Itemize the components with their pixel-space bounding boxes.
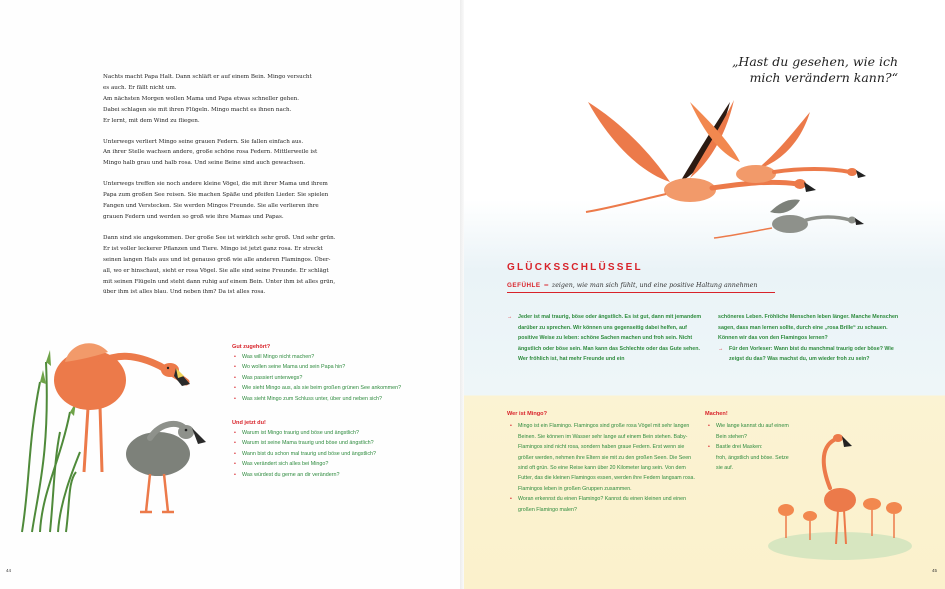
make-continuation: froh, ängstlich und böse. Setze sie auf.	[716, 454, 789, 472]
list-item: • Warum ist Mingo traurig und böse und ängstlich?	[232, 428, 442, 438]
you-questions	[232, 420, 442, 486]
list-item: • Bastle drei Masken:	[705, 442, 790, 452]
list-item: • Was verändert sich alles bei Mingo?	[232, 459, 442, 469]
key-separator: =	[543, 282, 549, 289]
flying-flamingo-2	[690, 102, 866, 183]
story-paragraph: Unterwegs verliert Mingo seine grauen Federn. Sie fallen einfach aus. An ihrer Stelle wachsen andere, große schöne rosa Federn. Mittlerweile ist Mingo halb grau und halb rosa. Und seine Beine sind auch gewachsen.	[103, 138, 318, 167]
list-item: • Wie sieht Mingo aus, als sie beim großen grünen See ankommen?	[232, 383, 442, 393]
page-number-left: 44	[6, 568, 12, 573]
list-item: • Mingo ist ein Flamingo. Flamingos sind große rosa Vögel mit sehr langen Beinen. Sie können im Wasser sehr lange auf einem Bein stehen. Baby-Flamingos sind nicht rosa, sondern haben graue Federn. Erst wenn sie größer werden, nehmen ihre Eltern sie mit zu den großen Seen. Die Seen sind oft grün. So eine Reise kann über 20 Kilometer lang sein. Von dem Futter, das die kleinen Flamingos essen, werden ihre Federn langsam rosa. Flamingos leben in großen Gruppen zusammen.	[507, 421, 697, 494]
key-reader-text: Für den Vorleser: Wann bist du manchmal traurig oder böse? Wie zeigst du das? Was machst du, um wieder froh zu sein?	[729, 345, 894, 362]
who-section	[507, 409, 697, 515]
key-definition-text: zeigen, wie man sich fühlt, und eine positive Haltung annehmen	[551, 282, 758, 289]
story-paragraph: Nachts macht Papa Halt. Dann schläft er auf einem Bein. Mingo versucht es auch. Er fällt nicht um. Am nächsten Morgen wollen Mama und Papa etwas schneller gehen. Dabei schlagen sie mit ihren Flügeln. Mingo macht es ihnen nach. Er lernt, mit dem Wind zu fliegen.	[103, 74, 312, 124]
heard-title: Gut zugehört?	[232, 344, 271, 350]
key-title: GLÜCKSSCHLÜSSEL	[507, 262, 643, 273]
story-paragraph: Unterwegs treffen sie noch andere kleine Vögel, die mit ihrer Mama und ihrem Papa zum großen See reisen. Sie machen Späße und pfeifen Lieder. Sie spielen Fangen und Verstecken. Sie werden Mingos Freunde. Sie alle verlieren ihre grauen Federn und werden so groß wie ihre Mamas und Papas.	[103, 181, 329, 220]
key-definition	[507, 282, 775, 293]
story-text	[103, 72, 363, 308]
book-gutter	[460, 0, 464, 589]
flamingo-family-illustration	[10, 322, 220, 537]
standing-flamingo	[824, 434, 856, 544]
list-item: • Was würdest du gerne an dir verändern?	[232, 470, 442, 480]
who-title: Wer ist Mingo?	[507, 411, 547, 417]
arrow-icon: →	[507, 314, 513, 320]
key-column-2	[718, 312, 908, 365]
list-item: • Was sieht Mingo zum Schluss unter, über und neben sich?	[232, 394, 442, 404]
make-title: Machen!	[705, 411, 728, 417]
key-text-1: Jeder ist mal traurig, böse oder ängstlich. Es ist gut, dann mit jemandem darüber zu sprechen. Wir können uns gegenseitig dabei helfen, auf positive Weise zu leben: schöne Sachen machen und froh sein. Nicht ängstlich oder böse sein. Man kann das Schlechte oder das Gute sehen. Wer fröhlich ist, hat mehr Freunde und ein	[518, 314, 702, 362]
flying-gray-chick	[714, 200, 864, 239]
list-item: • Was will Mingo nicht machen?	[232, 352, 442, 362]
flamingos-lake-illustration	[760, 428, 920, 568]
arrow-icon: →	[718, 345, 724, 352]
page-number-right: 45	[931, 568, 937, 573]
list-item: • Wie lange kannst du auf einem Bein stehen?	[705, 421, 790, 442]
quote-heading: „Hast du gesehen, wie ich mich verändern kann?“	[731, 54, 898, 85]
list-item: • Was passiert unterwegs?	[232, 373, 442, 383]
key-text-2: schöneres Leben. Fröhliche Menschen leben länger. Manche Menschen sagen, dass man lernen sollte, durch eine „rosa Brille“ zu schauen. Können wir das von den Flamingos lernen?	[718, 314, 899, 341]
list-item: • Woran erkennst du einen Flamingo? Kannst du einen kleinen und einen großen Flamingo malen?	[507, 494, 697, 515]
key-label: GEFÜHLE	[507, 282, 541, 289]
heard-questions	[232, 344, 442, 410]
list-item: • Wo wollen seine Mama und sein Papa hin?	[232, 362, 442, 372]
gray-chick	[126, 424, 206, 512]
story-paragraph: Dann sind sie angekommen. Der große See ist wirklich sehr groß. Und sehr grün. Er ist voller leckerer Pflanzen und Tiere. Mingo ist jetzt ganz rosa. Er streckt seinen langen Hals aus und ist genauso groß wie alle anderen Flamingos. Über- all, wo er hinschaut, sieht er rosa Vögel. Sie alle sind seine Freunde. Er schlägt mit seinen Flügeln und steht dann ruhig auf einem Bein. Unter ihm ist alles grün, über ihm ist alles blau. Und neben ihm? Da ist alles rosa.	[103, 234, 336, 296]
key-column-1	[507, 312, 707, 365]
list-item: • Wann bist du schon mal traurig und böse und ängstlich?	[232, 449, 442, 459]
list-item: • Warum ist seine Mama traurig und böse und ängstlich?	[232, 438, 442, 448]
flying-flamingos-illustration	[580, 92, 880, 252]
you-title: Und jetzt du!	[232, 420, 266, 426]
